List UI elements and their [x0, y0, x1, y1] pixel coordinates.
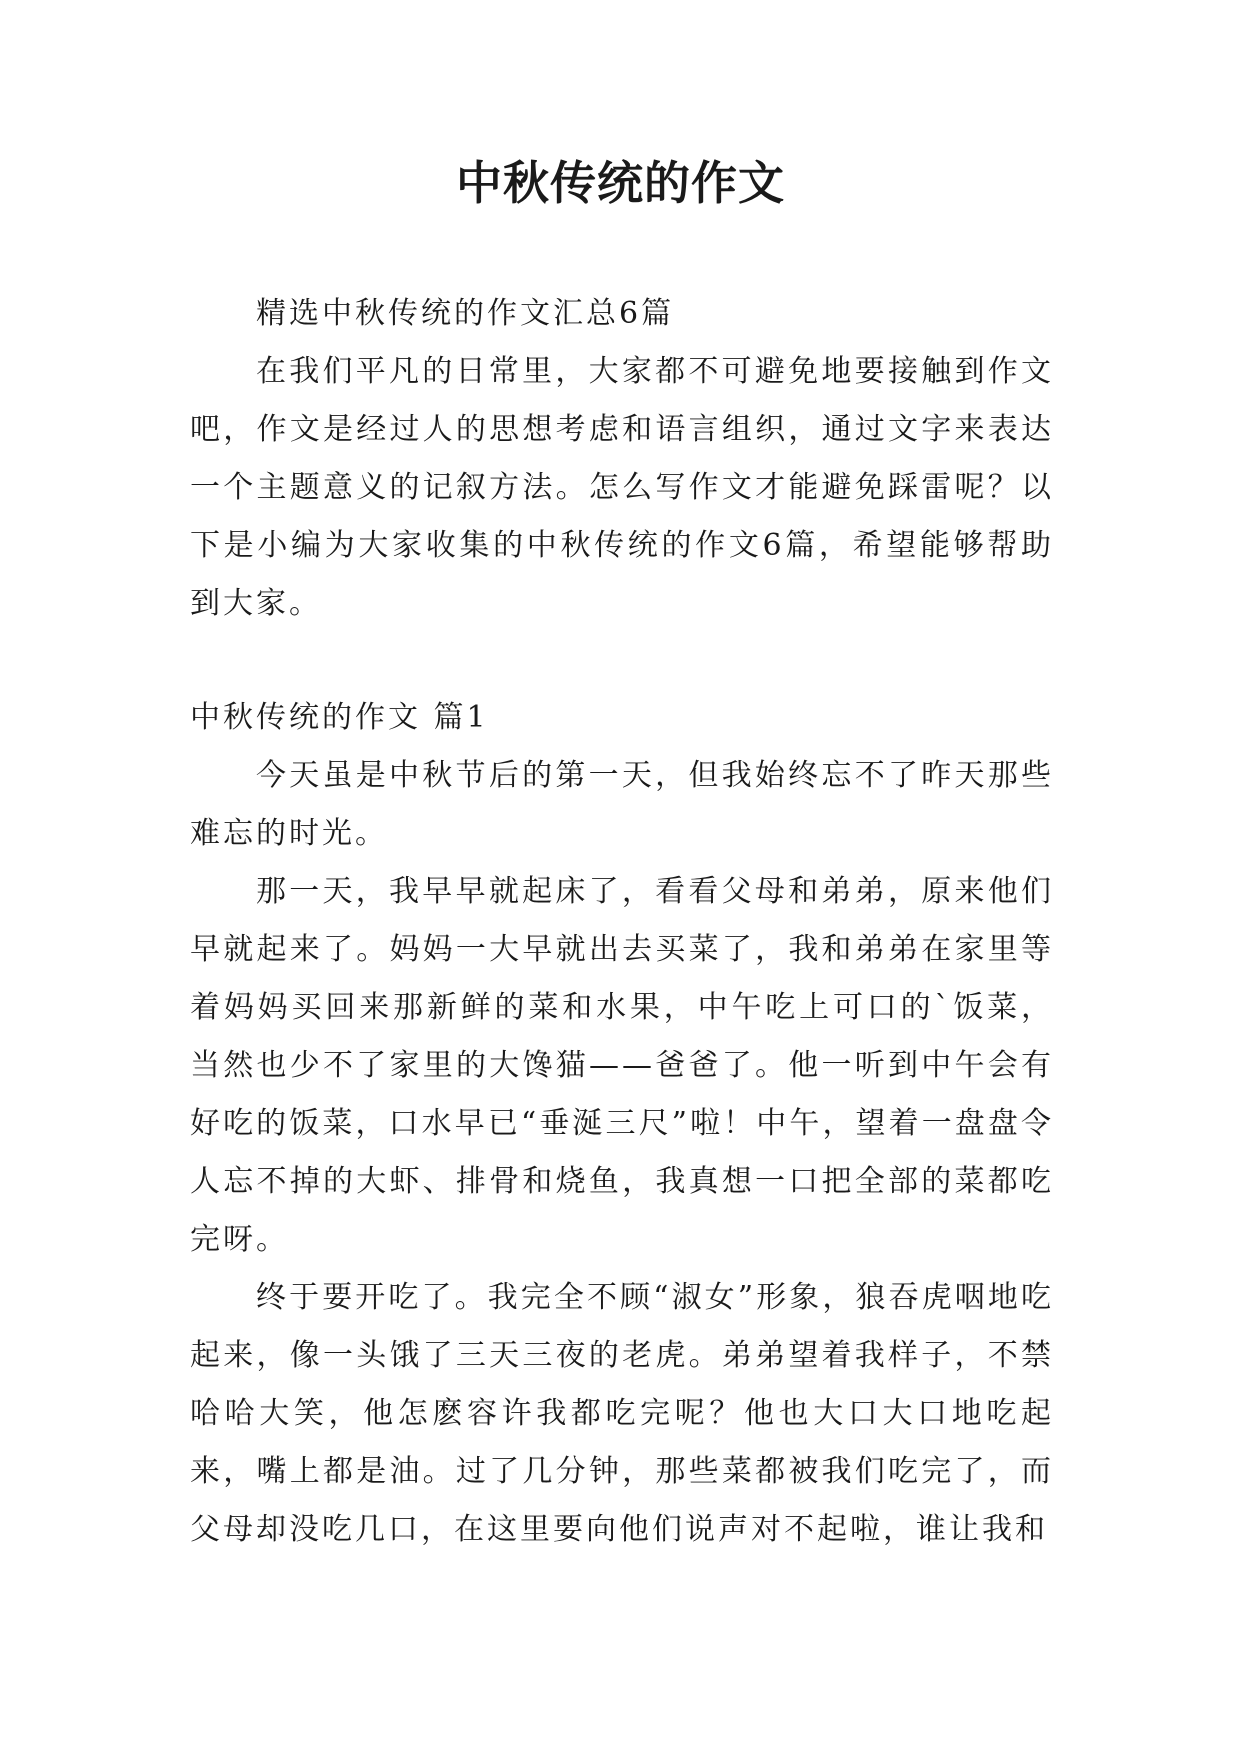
- document-title: 中秋传统的作文: [456, 156, 785, 210]
- body-paragraph: 终于要开吃了。我完全不顾“淑女”形象，狼吞虎咽地吃起来，像一头饿了三天三夜的老虎。弟弟望着我样子，不禁哈哈大笑，他怎麽容许我都吃完呢？他也大口大口地吃起来，嘴上都是油。过了几分钟，那些菜都被我们吃完了，而父母却没吃几口，在这里要向他们说声对不起啦，谁让我和: [190, 1280, 1054, 1547]
- document-body: [190, 285, 1054, 1559]
- body-paragraph: 今天虽是中秋节后的第一天，但我始终忘不了昨天那些难忘的时光。: [190, 758, 1054, 851]
- intro-paragraph: 在我们平凡的日常里，大家都不可避免地要接触到作文吧，作文是经过人的思想考虑和语言组织，通过文字来表达一个主题意义的记叙方法。怎么写作文才能避免踩雷呢？以下是小编为大家收集的中秋传统的作文6篇，希望能够帮助到大家。: [190, 354, 1054, 621]
- body-paragraph: 那一天，我早早就起床了，看看父母和弟弟，原来他们早就起来了。妈妈一大早就出去买菜了，我和弟弟在家里等着妈妈买回来那新鲜的菜和水果，中午吃上可口的`饭菜，当然也少不了家里的大馋猫——爸爸了。他一听到中午会有好吃的饭菜，口水早已“垂涎三尺”啦！中午，望着一盘盘令人忘不掉的大虾、排骨和烧鱼，我真想一口把全部的菜都吃完呀。: [190, 874, 1054, 1257]
- section-heading: 中秋传统的作文 篇1: [190, 700, 489, 735]
- document-subtitle: 精选中秋传统的作文汇总6篇: [256, 296, 675, 331]
